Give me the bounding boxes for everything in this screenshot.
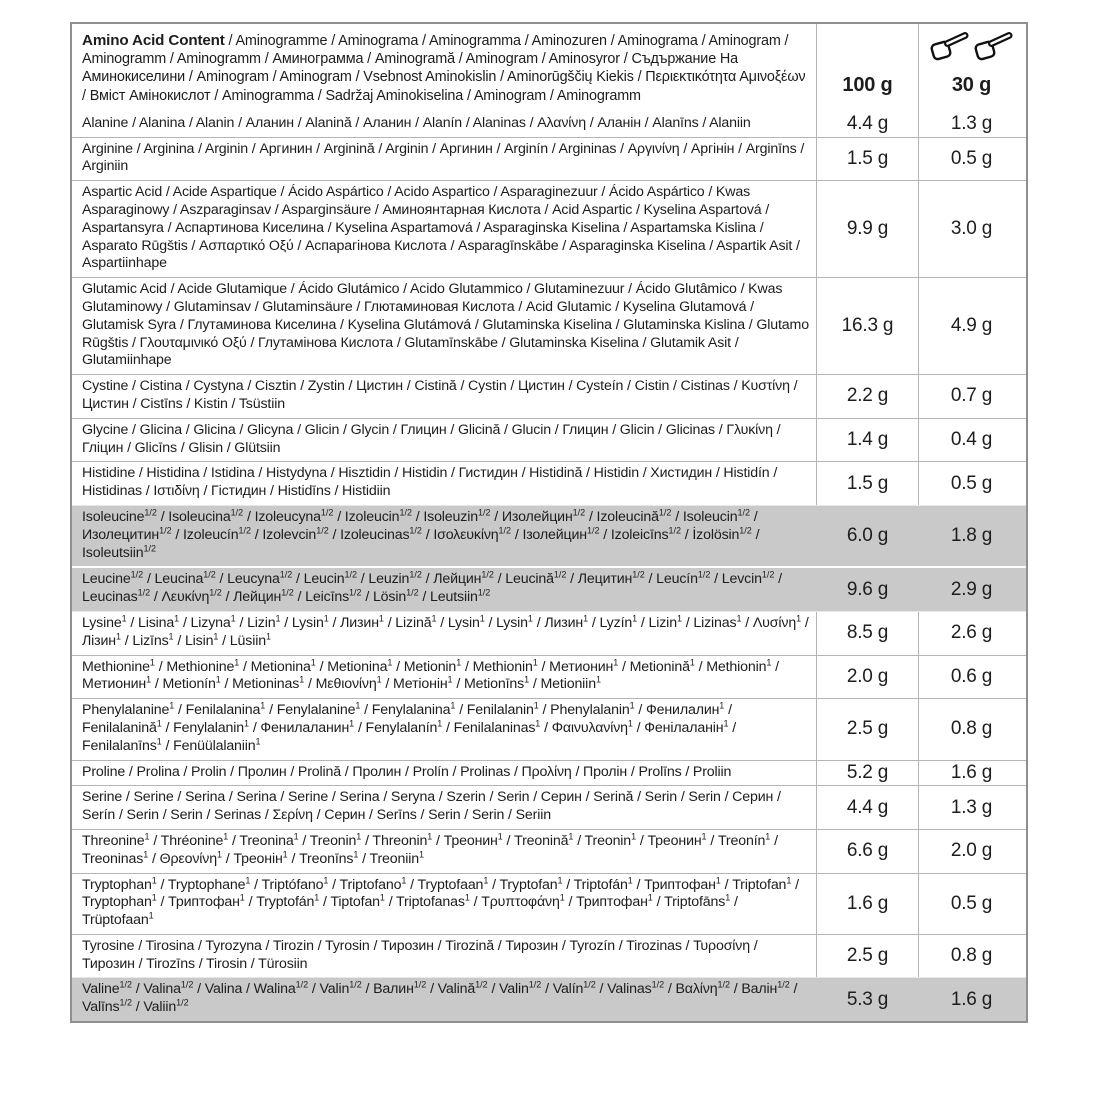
amino-acid-names: Arginine / Arginina / Arginin / Аргинин / Arginină / Arginin / Аргинин / Arginín / Argininas / Αργινίνη / Аргінін / Arginīns / Arginiin	[82, 140, 805, 175]
table-row	[72, 137, 1026, 181]
amino-acid-names: Phenylalanine$^1$ / Fenilalanina$^1$ / Fenylalanine$^1$ / Fenylalanina$^1$ / Fenilalanin$^1$ / Phenylalanin$^1$ / Фенилалин$^1$ / Fenilalanină$^1$ / Fenylalanin$^1$ / Фенилаланин$^1$ / Fenylalanín$^1$ / Fenilalaninas$^1$ / Φαινυλανίνη$^1$ / Фенілаланін$^1$ / Fenilalanīns$^1$ / Fenüülalaniin$^1$	[82, 700, 737, 754]
value-30g: 1.6 g	[950, 988, 993, 1010]
value-30g: 1.3 g	[918, 786, 1024, 829]
value-30g: 0.7 g	[918, 375, 1024, 418]
amino-acid-table	[70, 22, 1028, 1023]
amino-acid-names: Lysine$^1$ / Lisina$^1$ / Lizyna$^1$ / Lizin$^1$ / Lysin$^1$ / Лизин$^1$ / Lizină$^1$ / Lysin$^1$ / Lysin$^1$ / Лизин$^1$ / Lyzín$^1$ / Lizin$^1$ / Lizinas$^1$ / Λυσίνη$^1$ / Лізин$^1$ / Lizīns$^1$ / Lisin$^1$ / Lüsiin$^1$	[82, 613, 809, 649]
scoop-icon	[929, 30, 971, 64]
value-100g: 4.4 g	[816, 786, 918, 829]
value-100g: 16.3 g	[816, 278, 918, 374]
column-header-30g	[918, 24, 1024, 112]
amino-acid-names: Glutamic Acid / Acide Glutamique / Ácido Glutámico / Acido Glutammico / Glutaminezuur / Ácido Glutâmico / Kwas Glutaminowy / Glutaminsav / Glutaminsäure / Глютаминовая Кислота / Acid Glutamic / Kyselina Glutamová / Glutamisk Syra / Глутаминова Киселина / Kyselina Glutámová / Glutaminska Kiselina / Glutaminska Kislina / Glutamo Rūgštis / Γλουταμινικό Οξύ / Глутамінова Кислота / Glutamīnskābe / Glutaminska Kiselina / Glutamik Asit / Glutamiinhape	[82, 281, 809, 369]
amino-acid-names: Proline / Prolina / Prolin / Пролин / Prolină / Пролин / Prolín / Prolinas / Προλίνη / Пролін / Prolīns / Proliin	[82, 763, 732, 780]
table-row	[72, 277, 1026, 374]
table-body	[72, 112, 1026, 1021]
value-100g: 1.4 g	[816, 419, 918, 462]
amino-acid-names: Valine$^{1/2}$ / Valina$^{1/2}$ / Valina / Walina$^{1/2}$ / Valin$^{1/2}$ / Валин$^{1/2}$ / Valină$^{1/2}$ / Valin$^{1/2}$ / Valín$^{1/2}$ / Valinas$^{1/2}$ / Βαλίνη$^{1/2}$ / Валін$^{1/2}$ / Valīns$^{1/2}$ / Valiin$^{1/2}$	[82, 979, 798, 1016]
value-30g: 0.6 g	[918, 656, 1024, 699]
value-30g: 0.8 g	[918, 699, 1024, 759]
table-row	[72, 374, 1026, 418]
amino-acid-names: Cystine / Cistina / Cystyna / Cisztin / Zystin / Цистин / Cistină / Cystin / Цистин / Cysteín / Cistin / Cistinas / Κυστίνη / Цистин / Cistīns / Kistin / Tsüstiin	[82, 378, 798, 412]
value-100g: 9.9 g	[816, 181, 918, 277]
amino-acid-names: Histidine / Histidina / Istidina / Histydyna / Hisztidin / Histidin / Гистидин / Histidină / Histidin / Хистидин / Histidín / Histidinas / Ιστιδίνη / Гістидин / Histidīns / Histidiin	[82, 465, 778, 500]
table-row	[72, 698, 1026, 759]
value-30g: 0.8 g	[918, 935, 1024, 978]
value-100g: 6.6 g	[816, 830, 918, 873]
value-30g: 0.5 g	[918, 874, 1024, 934]
value-100g: 6.0 g	[846, 525, 889, 547]
value-30g: 2.9 g	[950, 578, 993, 600]
value-30g: 2.0 g	[918, 830, 1024, 873]
value-100g: 8.5 g	[816, 612, 918, 655]
value-30g: 1.3 g	[918, 112, 1024, 137]
column-header-100g-label: 100 g	[842, 73, 893, 96]
value-100g: 1.5 g	[816, 138, 918, 181]
table-header-row	[72, 24, 1026, 112]
value-100g: 2.5 g	[816, 699, 918, 759]
value-30g: 3.0 g	[918, 181, 1024, 277]
table-row	[72, 611, 1026, 655]
table-title-main: Amino Acid Content	[82, 32, 225, 49]
table-row	[72, 873, 1026, 934]
value-100g: 2.2 g	[816, 375, 918, 418]
value-30g: 1.8 g	[950, 525, 993, 547]
value-100g: 2.5 g	[816, 935, 918, 978]
value-30g: 1.6 g	[918, 761, 1024, 786]
table-row	[72, 829, 1026, 873]
value-100g: 1.6 g	[816, 874, 918, 934]
column-header-100g	[816, 24, 918, 112]
amino-acid-names: Leucine$^{1/2}$ / Leucina$^{1/2}$ / Leucyna$^{1/2}$ / Leucin$^{1/2}$ / Leuzin$^{1/2}$ / Лейцин$^{1/2}$ / Leucină$^{1/2}$ / Лецитин$^{1/2}$ / Leucín$^{1/2}$ / Levcin$^{1/2}$ / Leucinas$^{1/2}$ / Λευκίνη$^{1/2}$ / Лейцин$^{1/2}$ / Leicīns$^{1/2}$ / Lösin$^{1/2}$ / Leutsiin$^{1/2}$	[82, 569, 782, 606]
value-30g: 0.4 g	[918, 419, 1024, 462]
amino-acid-names: Tyrosine / Tirosina / Tyrozyna / Tirozin / Tyrosin / Тирозин / Tirozină / Тирозин / Tyrozín / Tirozinas / Τυροσίνη / Тирозин / Tirozīns / Tirosin / Türosiin	[82, 937, 758, 972]
table-row	[72, 418, 1026, 462]
table-title-translations: / Aminogramme / Aminograma / Aminogramma / Aminozuren / Aminograma / Aminogram / Aminogramm / Aminogramm / Аминограмма / Aminogramă / Aminogram / Aminosyror / Съдържание На Аминокиселини / Aminogram / Aminogram / Vsebnost Aminokislin / Aminorūgščių Kiekis / Περιεκτικότητα Αμινοξέων / Вміст Амінокислот / Aminogramma / Sadržaj Aminokiselina / Aminogram / Aminogramm	[82, 33, 806, 104]
scoop-icons	[929, 30, 1015, 64]
table-row	[72, 566, 1026, 611]
table-row	[72, 760, 1026, 786]
table-row	[72, 934, 1026, 978]
table-row	[72, 180, 1026, 277]
column-header-30g-label: 30 g	[951, 73, 992, 96]
table-row	[72, 112, 1026, 137]
table-title	[72, 24, 816, 112]
scoop-icon	[973, 30, 1015, 64]
amino-acid-names: Alanine / Alanina / Alanin / Аланин / Alanină / Аланин / Alanín / Alaninas / Αλανίνη / Аланін / Alanīns / Alaniin	[82, 114, 751, 131]
amino-acid-names: Aspartic Acid / Acide Aspartique / Ácido Aspártico / Acido Aspartico / Asparaginezuur / Ácido Aspártico / Kwas Asparaginowy / Aszparaginsav / Asparginsäure / Аминоянтарная Кислота / Acid Aspartic / Kyselina Aspartová / Aspartansyra / Аспартинова Киселина / Kyselina Aspartamová / Asparaginska Kiselina / Aspartamska Kislina / Asparato Rūgštis / Ασπαρτικό Οξύ / Аспарагінова Кислота / Asparagīnskābe / Asparaginska Kiselina / Aspartik Asit / Aspartiinhape	[82, 184, 800, 272]
table-row	[72, 655, 1026, 699]
table-row	[72, 785, 1026, 829]
value-100g: 5.3 g	[846, 988, 889, 1010]
value-100g: 9.6 g	[846, 578, 889, 600]
value-30g: 0.5 g	[918, 138, 1024, 181]
value-100g: 4.4 g	[816, 112, 918, 137]
amino-acid-names: Methionine$^1$ / Methionine$^1$ / Metionina$^1$ / Metionina$^1$ / Metionin$^1$ / Methionin$^1$ / Метионин$^1$ / Metionină$^1$ / Methionin$^1$ / Метионин$^1$ / Metionín$^1$ / Metioninas$^1$ / Μεθιονίνη$^1$ / Метіонін$^1$ / Metionīns$^1$ / Metioniin$^1$	[82, 656, 779, 693]
value-30g: 0.5 g	[918, 462, 1024, 505]
value-30g: 2.6 g	[918, 612, 1024, 655]
value-30g: 4.9 g	[918, 278, 1024, 374]
amino-acid-names: Tryptophan$^1$ / Tryptophane$^1$ / Triptófano$^1$ / Triptofano$^1$ / Tryptofaan$^1$ / Tryptofan$^1$ / Triptofán$^1$ / Триптофан$^1$ / Triptofan$^1$ / Tryptophan$^1$ / Триптофан$^1$ / Tryptofán$^1$ / Tiptofan$^1$ / Triptofanas$^1$ / Τρυπτοφάνη$^1$ / Триптофан$^1$ / Triptofāns$^1$ / Trüptofaan$^1$	[82, 874, 799, 929]
amino-acid-names: Threonine$^1$ / Thréonine$^1$ / Treonina$^1$ / Treonin$^1$ / Threonin$^1$ / Треонин$^1$ / Treonină$^1$ / Treonin$^1$ / Треонин$^1$ / Treonín$^1$ / Treoninas$^1$ / Θρεονίνη$^1$ / Треонін$^1$ / Treonīns$^1$ / Treoniin$^1$	[82, 831, 778, 867]
amino-acid-names: Serine / Serine / Serina / Serina / Serine / Serina / Seryna / Szerin / Serin / Серин / Serină / Serin / Serin / Серин / Serín / Serin / Serin / Serinas / Σερίνη / Серин / Serīns / Serin / Serin / Seriin	[82, 789, 781, 824]
table-row	[72, 977, 1026, 1021]
table-row	[72, 505, 1026, 566]
value-100g: 2.0 g	[816, 656, 918, 699]
table-row	[72, 461, 1026, 505]
amino-acid-names: Isoleucine$^{1/2}$ / Isoleucina$^{1/2}$ / Izoleucyna$^{1/2}$ / Izoleucin$^{1/2}$ / Isoleuzin$^{1/2}$ / Изолейцин$^{1/2}$ / Izoleucină$^{1/2}$ / Isoleucin$^{1/2}$ / Изолецитин$^{1/2}$ / Izoleucín$^{1/2}$ / Izolevcin$^{1/2}$ / Izoleucinas$^{1/2}$ / Ισολευκίνη$^{1/2}$ / Ізолейцин$^{1/2}$ / Izoleicīns$^{1/2}$ / İzolösin$^{1/2}$ / Isoleutsiin$^{1/2}$	[82, 507, 760, 561]
amino-acid-names: Glycine / Glicina / Glicina / Glicyna / Glicin / Glycin / Глицин / Glicină / Glucin / Глицин / Glicin / Glicinas / Γλυκίνη / Гліцин / Glicīns / Glisin / Glütsiin	[82, 421, 781, 456]
value-100g: 1.5 g	[816, 462, 918, 505]
value-100g: 5.2 g	[816, 761, 918, 786]
